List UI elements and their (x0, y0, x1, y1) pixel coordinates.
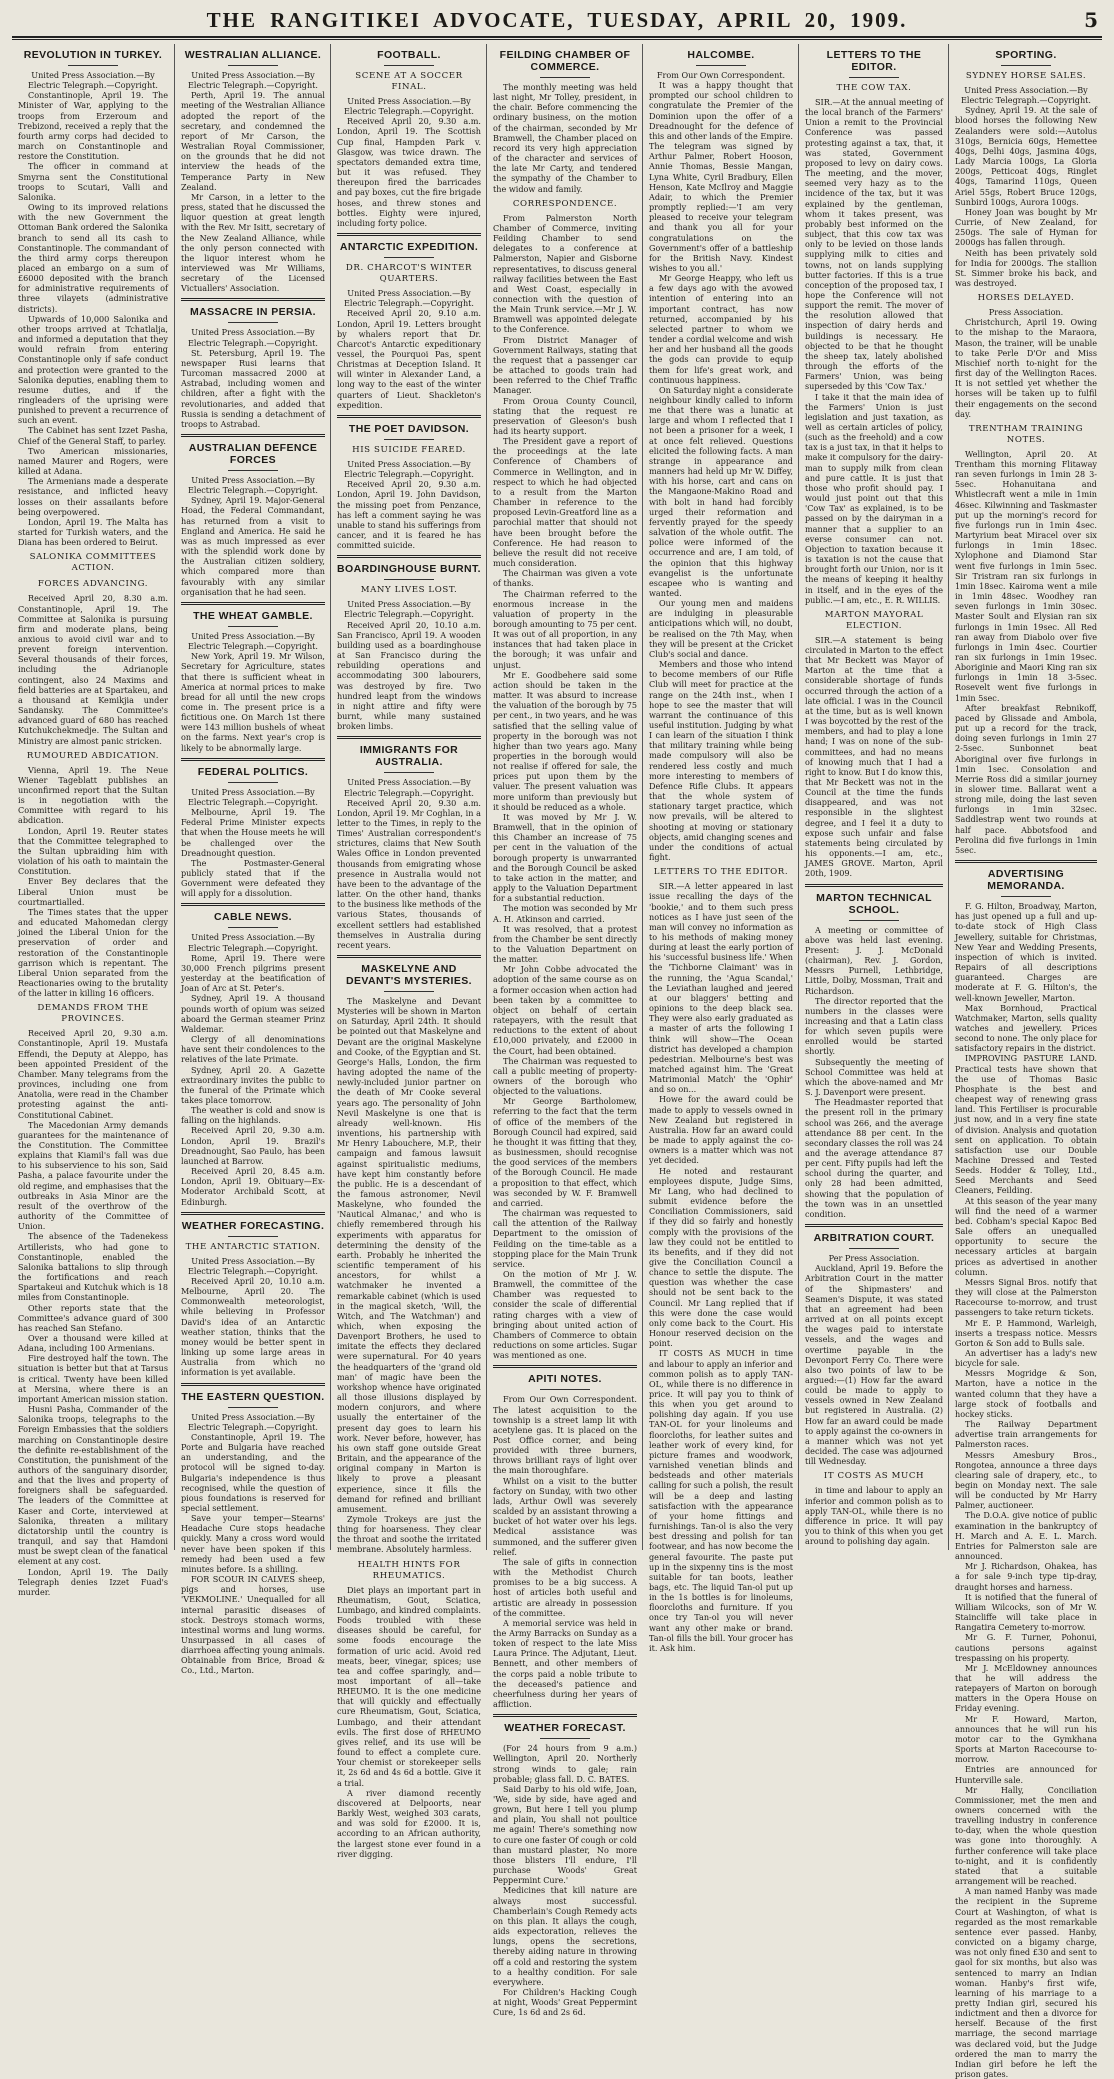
article-subheading: RUMOURED ABDICATION. (26, 750, 160, 761)
column-rule (181, 1212, 325, 1215)
article-headline: MASKELYNE AND DEVANT'S MYSTERIES. (345, 963, 472, 987)
article-paragraph: FOR SCOUR IN CALVES sheep, pigs and horses, use 'VEKMOLINE.' Unequalled for all internal parasitic diseases of stock. Destroys stomach worms, intestinal worms and lung worms. Unsurpassed in all cases of diarrhoea affecting young animals. Obtainable from Brice, Broad & Co., Ltd., Marton. (181, 1574, 325, 1676)
article-paragraph: Medicines that kill nature are always most successful. Chamberlain's Cough Remedy acts on this plan. It allays the cough, aids expectoration, relieves the lungs, opens the secretions, thereby aiding nature in throwing off a cold and restoring the system to a healthy condition. For sale everywhere. (493, 1885, 637, 1987)
column-rule (805, 884, 943, 887)
article-paragraph: Mr G. F. Turner, Pohonui, cautions persons against trespassing on his property. (955, 1632, 1097, 1663)
headline-rule (849, 77, 899, 78)
article-subheading: DR. CHARCOT'S WINTER QUARTERS. (345, 263, 473, 285)
article-paragraph: The monthly meeting was held last night, Mr Tolley, president, in the chair. Before commencing the ordinary business, on the motion of the chairman, seconded by Mr Bramwell, the Chamber placed on record its very high appreciation of the character and services of the late Mr Carty, and tendered the sympathy of the Chamber to the widow and family. (493, 82, 637, 194)
column-4 (486, 44, 643, 2018)
article-headline: HALCOMBE. (687, 49, 755, 61)
article-paragraph: Mr J. McEldowney announces that he will address the ratepayers of Marton on borough matters in the Opera House on Friday evening. (955, 1662, 1097, 1714)
article-paragraph: Mr George Heappy, who left us a few days ago with the avowed intention of entering into an important contract, has now returned, accompanied by his selected partner to whom we tender a cordial welcome and wish her and her husband all the goods the gods can provide to equip them for life's great work, and continuous happiness. (649, 273, 793, 385)
article-paragraph: The D.O.A. give notice of public examination in the bankruptcy of H. March and A. E. L. March. Entries for Palmerston sale are announced. (955, 1510, 1097, 1562)
headline-rule (849, 920, 899, 921)
article-subheading: MARTON MAYORAL ELECTION. (824, 609, 924, 631)
article-paragraph: The sale of gifts in connection with the Methodist Church promises to be a big success. A host of articles both useful and artistic are already in possession of the committee. (493, 1556, 637, 1618)
column-rule (181, 1383, 325, 1386)
article-paragraph: Two American missionaries, named Maurer and Rogers, were killed at Adana. (18, 445, 168, 477)
article-headline: IMMIGRANTS FOR AUSTRALIA. (359, 744, 459, 769)
article-paragraph: in time and labour to apply an inferior and common polish as to apply TAN-OL, while there is no difference in price. It will pay you to think of this when you get around to polishing day again. (805, 1485, 943, 1547)
press-credit: United Press Association.—By Electric Telegraph.—Copyright. (187, 327, 318, 348)
article-paragraph: Neith has been privately sold for India for 2000gs. The stallion St. Simmer broke his back, and was destroyed. (955, 247, 1097, 288)
headline-rule (540, 77, 590, 78)
headline-rule (228, 626, 278, 627)
article-paragraph: Clergy of all denominations have sent their condolences to the relatives of the late Primate. (181, 1034, 325, 1065)
headline-rule (696, 65, 746, 66)
article-paragraph: Save your temper—Stearns' Headache Cure stops headache quickly. Many a cross word would never have been spoken if this remedy had been used a few minutes before. Is a shilling. (181, 1513, 325, 1574)
article-paragraph: Received April 20, 9.30 a.m. London, April 19. John Davidson, the missing poet from Penzance, has left a comment saying he was unable to stand his sufferings from cancer, and it is feared he has committed suicide. (337, 479, 481, 551)
article-paragraph: Constantinople, April 19. The Porte and Bulgaria have reached an understanding, and the protocol will be signed to-day. Bulgaria's independence is thus recognised, while the question of pious foundations is reserved for special settlement. (181, 1431, 325, 1513)
article-paragraph: On the motion of Mr J. W. Bramwell, the committee of the Chamber was requested to consider the scale of differential rating charges with a view of bringing about united action of Chambers of Commerce to obtain reductions on some articles. Sugar was mentioned as one. (493, 1268, 637, 1361)
article-paragraph: The motion was seconded by Mr A. H. Atkinson and carried. (493, 903, 637, 924)
article-paragraph: Received April 20, 9.30 a.m. London, April 19. Mr Coghlan, in a letter to the Times, in reply to the Times' Australian correspondent's strictures, claims that New South Wales Office in London prevented thousands from emigrating whose presence in Australia would not have been to the advantage of the latter. On the other hand, thanks to the business like methods of the various States, thousands of excellent settlers had established themselves in Australia during recent years. (337, 797, 481, 950)
article-paragraph: (For 24 hours from 9 a.m.) Wellington, April 20. Northerly strong winds to gale; rain probable; glass fall. D. C. BATES. (493, 1743, 637, 1784)
article-paragraph: Sydney, April 19. A thousand pounds worth of opium was seized aboard the German steamer Prinz Waldemar. (181, 993, 325, 1034)
article-headline: FEDERAL POLITICS. (197, 765, 309, 778)
headline-rule (228, 65, 278, 66)
press-credit: United Press Association.—By Electric Telegraph.—Copyright. (187, 1411, 318, 1432)
article-subheading: DEMANDS FROM THE PROVINCES. (37, 1003, 149, 1025)
article-paragraph: St. Petersburg, April 19. The newspaper Rusi learns that Turcoman massacred 2000 at Astrabad, including women and children, after a fight with the revolutionaries, and added that Russia is sending a detachment of troops to Astrabad. (181, 347, 325, 429)
column-rule (493, 1365, 637, 1368)
article-subheading: HEALTH HINTS FOR RHEUMATICS. (357, 1559, 461, 1581)
article-headline: APITI NOTES. (528, 1373, 602, 1386)
article-headline: THE POET DAVIDSON. (348, 422, 470, 435)
press-credit: From Our Own Correspondent. (656, 70, 786, 80)
column-2 (174, 44, 331, 1676)
article-paragraph: Max Bornhoud, Practical Watchmaker, Marton, sells quality watches and jewellery. Prices second to none. The only place for satisfactory repairs in the district. (955, 1002, 1097, 1054)
column-rule (805, 1224, 943, 1227)
article-paragraph: The Postmaster-General publicly stated that if the Government were defeated they will apply for a dissolution. (181, 857, 325, 899)
headline-rule (1001, 65, 1051, 66)
headline-rule (540, 1738, 590, 1739)
headline-rule (849, 1248, 899, 1249)
article-paragraph: Rome, April 19. There were 30,000 French pilgrims present yesterday at the beatification of Joan of Arc at St. Peter's. (181, 952, 325, 994)
article-headline: WEATHER FORECASTING. (181, 1219, 325, 1232)
article-paragraph: Sydney, April 19. At the sale of blood horses the following New Zealanders were sold:—Autolus 310gs, Bernicia 60gs, Hemettee 40gs, Delhi 40gs, Jasmina 40gs, Lady Marcia 100gs, La Gloria 200gs, Petticoat 40gs, Ringlet 40gs, Tamarind 110gs, Queen Ariel 55gs, Robert Bruce 120gs, Sunbird 100gs, Aurora 100gs. (955, 105, 1097, 207)
article-paragraph: Other reports state that the Committee's advance guard of 300 has reached San Stefano. (18, 1302, 168, 1333)
article-paragraph: Melbourne, April 19. The Federal Prime Minister expects that when the House meets he will be challenged over the Dreadnought question. (181, 807, 325, 858)
masthead-rule (12, 39, 1102, 40)
column-rule (181, 758, 325, 761)
article-paragraph: London, April 19. The Malta has started for Turkish waters, and the Diana has been ordered to Beirut. (18, 516, 168, 548)
headline-rule (540, 1389, 590, 1390)
article-subheading: MANY LIVES LOST. (360, 585, 458, 596)
article-paragraph: At this season of the year many will find the need of a warmer bed. Cobham's special Kapoc Bed Sale offers an unequalled opportunity to secure the necessary articles at bargain prices as advertised in another column. (955, 1195, 1097, 1277)
article-paragraph: Members and those who intend to become members of our Rifle Club will meet for practice at the range on the 24th inst., when I hope to see the master that will warrant the continuance of this useful institution. Judging by what I can learn of the situation I think that military training while being made compulsory will also be rendered less costly and much more interesting to members of Defence Rifle Clubs. It appears that the whole system of stationary target practice, which now prevails, will be altered to shooting at moving or stationary objects, amid changing scenes and under the conditions of actual fight. (649, 659, 793, 863)
article-paragraph: The Cabinet has sent Izzet Pasha, Chief of the General Staff, to parley. (18, 425, 168, 446)
article-paragraph: I take it that the main idea of the Farmers' Union is just legislation and just taxation, as well as certain articles of policy, (such as the freehold) and a cow tax is a just tax, in that it helps to make it compulsory for the dairy-man to supply milk from clean and pure cattle. It is just that those who profit should pay. I would just point out that this 'Cow Tax' as explained, is to be passed on by the dairyman in a manner that a supplier to an everse consumer can not. Objection to taxation because it is taxation is not the cause that brought forth our Union, nor is it the means of keeping it healthy in itself, and in the eyes of the public.—I am, etc., E. R. WILLIS. (805, 391, 943, 605)
article-paragraph: Christchurch, April 19. Owing to the mishap to the Maraora, Mason, the trainer, will be unable to take Perle D'Or and Miss Mischief north to-night for the first day of the Wellington Races. It is not settled yet whether the horses will be taken up to fulfil their engagements on the second day. (955, 317, 1097, 419)
column-rule (337, 736, 481, 739)
article-paragraph: Received April 20, 9.30 a.m. Constantinople, April 19. Mustafa Effendi, the Deputy at Aleppo, has been appointed President of the Chamber. Many telegrams from the provinces, including one from Anatolia, were read in the Chamber protesting against the anti-Constitutional Cabinet. (18, 1028, 168, 1120)
page-number: 5 (1084, 8, 1098, 32)
article-paragraph: Received April 20, 8.30 a.m. Constantinople, April 19. The Committee at Salonika is pursuing firm and moderate plans, being anxious to avoid civil war and to prevent foreign intervention. Several thousands of their forces, including the Adrianople contingent, also 24 Maxims and field batteries are at Spartakeu, and a thousand at Kemikjia under Sandansky. The Committee's advanced guard of 680 has reached Kutchukchekmedje. The Sultan and Ministry are almost panic stricken. (18, 593, 168, 746)
article-paragraph: Constantinople, April 19. The Minister of War, applying to the troops from Erzeroum and Trebizond, received a reply that the fourth army corps had decided to march on Constantinople and restore the Constitution. (18, 90, 168, 162)
article-paragraph: Mr John Cobbe advocated the adoption of the same course as on a former occasion when action had been taken by a committee to object on behalf of certain ratepayers, with the result that reductions to the extent of about £10,000 privately, and £2000 in the Court, had been obtained. (493, 964, 637, 1056)
headline-rule (228, 470, 278, 471)
column-rule (181, 434, 325, 437)
article-paragraph: The chairman was requested to call the attention of the Railway Department to the omission of Feilding on the time-table as a stopping place for the Main Trunk service. (493, 1208, 637, 1269)
article-headline: ADVERTISING MEMORANDA. (987, 868, 1065, 893)
headline-rule (384, 257, 434, 258)
article-subheading: THE COW TAX. (836, 83, 912, 93)
press-credit: United Press Association.—By Electric Telegraph.—Copyright. (343, 599, 474, 620)
article-paragraph: Sydney, April 19. Major-General Hoad, the Federal Commandant, has returned from a visit to England and America. He said he was as much impressed as ever with the splendid work done by the Australian citizen soldiery, which compared more than favourably with any similar organisation that he had seen. (181, 495, 325, 597)
article-subheading: HIS SUICIDE FEARED. (352, 444, 466, 455)
press-credit: United Press Association.—By Electric Telegraph.—Copyright. (343, 777, 474, 798)
column-rule (181, 903, 325, 906)
press-credit: United Press Association.—By Electric Telegraph.—Copyright. (187, 786, 318, 807)
article-paragraph: Received April 20, 8.45 a.m. London, April 19. Obituary—Ex-Moderator Archibald Scott, at Edinburgh. (181, 1166, 325, 1207)
article-paragraph: Mr Hally, Conciliation Commissioner, met the men and owners concerned with the travelling industry in conference to-day, when the whole question was gone into thoroughly. A further conference will take place to-night, and it is confidently stated that a suitable arrangement will be reached. (955, 1784, 1097, 1887)
article-headline: FEILDING CHAMBER OF COMMERCE. (499, 49, 631, 73)
article-paragraph: Over a thousand were killed at Adana, including 100 Armenians. (18, 1332, 168, 1354)
article-paragraph: From Palmerston North Chamber of Commerce, inviting Feilding Chamber to send delegates to a conference at Palmerston, Napier and Gisborne representatives, to discuss general railway facilities between the East and West Coast, especially in connection with the question of the Main Trunk service.—Mr J. W. Bramwell was appointed delegate to the Conference. (493, 212, 637, 335)
headline-rule (228, 927, 278, 928)
article-paragraph: A meeting or committee of above was held last evening. Present: J. J. McDonald (chairman), Rev. J. Gordon, Messrs Purnell, Lethbridge, Little, Dolby, Mossman, Trait and Richardson. (805, 924, 943, 996)
article-paragraph: Mr J. Richardson, Ohakea, has a for sale 9-inch type tip-dray, draught horses and harness. (955, 1561, 1097, 1592)
article-paragraph: Received April 20, 10.10 a.m. San Francisco, April 19. A wooden building used as a boardinghouse at San Francisco during the rebuilding operations and accommodating 300 labourers, was destroyed by fire. Two hundred leapt from the windows in night attire and fifty were burnt, while many sustained broken limbs. (337, 619, 481, 732)
article-paragraph: A memorial service was held in the Army Barracks on Sunday as a token of respect to the late Miss Laura Prince. The Adjutant, Lieut. Bennett, and other members of the corps paid a noble tribute to the deceased's patience and cheerfulness during her years of affliction. (493, 1617, 637, 1710)
article-paragraph: Whilst on a visit to the butter factory on Sunday, with two other lads, Arthur Owll was severely scalded by an assistant throwing a bucket of hot water over his legs. Medical assistance was summoned, and the sufferer given relief. (493, 1475, 637, 1557)
article-paragraph: Fire destroyed half the town. The situation is better but that at Tarsus is critical. Twenty have been killed at Mersina, where there is an important American mission station. (18, 1353, 168, 1404)
article-paragraph: Diet plays an important part in Rheumatism, Gout, Sciatica, Lumbago, and kindred complaints. Foods troubled with these diseases should be careful, for some foods encourage the formation of uric acid. Avoid red meats, beer, vinegar, spices; use tea and coffee sparingly, and—most important of all—take RHEUMO. It is the one medicine that will quickly and effectually cure Rheumatism, Gout, Sciatica, Lumbago, and their attendant evils. The first dose of RHEUMO gives relief, and its use will be found to effect a complete cure. Your chemist or storekeeper sells it, 2s 6d and 4s 6d a bottle. Give it a trial. (337, 1584, 481, 1788)
article-paragraph: The President gave a report of the proceedings at the late Conference of Chambers of Commerce in Wellington, and in respect to which he had objected to a result from the Marton Chamber in reference to the proposed Levin-Greatford line as a parochial matter that should not have been brought before the Conference. He had reason to believe the result did not receive much consideration. (493, 436, 637, 569)
article-subheading: SYDNEY HORSE SALES. (965, 71, 1087, 81)
article-paragraph: It was a happy thought that prompted our school children to congratulate the Premier of the Dominion upon the offer of a Dreadnought for the defence of this and other lands of the Empire. The telegram was signed by Arthur Palmer, Robert Hooson, Annie Thomas, Bessie Mangan, Lyna White, Cyril Bradbury, Ellen Henson, Kate McIlroy and Maggie Adair, to which the Premier promptly replied:—'I am very pleased to receive your telegram and thank you all for your congratulations on the Government's offer of a battleship for the British Navy. Kindest wishes to you all.' (649, 80, 793, 273)
article-paragraph: The Maskelyne and Devant Mysteries will be shown in Marton on Saturday, April 24th. It should be pointed out that Maskelyne and Devant are the original Maskelyne and Cooke, of the Egyptian and St. George's Halls, London, the firm having adopted the name of the newly-included junior partner on the death of Mr Cooke several years ago. The personality of John Nevil Maskelyne is one that is already well-known. His inventions, his partnership with Mr Henry Labouchere, M.P., their campaign and famous lawsuit against spiritualistic mediums, have kept him constantly before the public. He is a descendant of the famous astronomer, Nevil Maskelyne, who founded the 'Nautical Almanac,' and who is chiefly remembered through his experiments with apparatus for determining the density of the earth. Probably he inherited the scientific temperament of his ancestors, for whilst a watchmaker he invented a remarkable cabinet (which is used in the magical sketch, 'Will, the Witch, and The Watchman') and which, when exposing the Davenport Brothers, he used to imitate the effects they declared were supernatural. For 40 years the headquarters of the 'grand old man' of magic have been the workshop whence have originated all those illusions displayed by modern conjurors, and where usually the entertainer of the present day goes to learn his work. Never before, however, has his own staff gone outside Great Britain, and the appearance of the original company in Marton is likely to prove a pleasant experience, since it fills the demand for refined and brilliant amusement. (337, 996, 481, 1514)
article-paragraph: The Chairman was requested to call a public meeting of property-owners of the borough who objected to the valuations. (493, 1055, 637, 1097)
article-paragraph: The absence of the Tadenekess Artillerists, who had gone to Constantinople, enabled the Salonika battalions to slip through the fortifications and reach Spartakeui and Kutchuk which is 18 miles from Constantinople. (18, 1231, 168, 1303)
headline-rule (68, 65, 118, 66)
article-paragraph: The officer in command at Smyrna sent the Constitutional troops to Scutari, Valli and Salonika. (18, 161, 168, 202)
article-paragraph: IT COSTS AS MUCH in time and labour to apply an inferior and common polish as to apply TAN-OL, while there is no difference in price. It will pay you to think of this when you get around to polishing day again. If you use TAN-OL for your linoleums and floorcloths, for leather suites and leather work of every kind, for picture frames and woodwork, varnished venetian blinds and bedsteads and other materials calling for such a polish, the result will be a deep and lasting satisfaction with the appearance of your home fittings and furnishings. Tan-ol is also the very best dressing and polish for tan footwear, and has now become the general favourite. The paste put up in the sixpenny tins is the most suitable for tan boots, leather bags, etc. The liquid Tan-ol put up in the 1s bottles is for linoleums, floorcloths and furniture. If you once try Tan-ol you will never want any other make or brand. Tan-ol fills the bill. Your grocer has it. Ask him. (649, 1348, 793, 1653)
press-credit: United Press Association.—By Electric Telegraph.—Copyright. (187, 1255, 318, 1276)
article-paragraph: Vienna, April 19. The Neue Wiener Tageblatt publishes an unconfirmed report that the Sultan is in negotiation with the Committee with regard to his abdication. (18, 764, 168, 826)
article-headline: BOARDINGHOUSE BURNT. (337, 563, 481, 576)
article-paragraph: On Saturday night a considerate neighbour kindly called to inform me that there was a lunatic at large and whom I reflected that I not been a prisoner for a week, I at once felt relieved. Questions elicited the following facts. A man strange in appearance and manners had held up Mr W. Diffey, with his horse, cart and cans on the Mangaone-Makino Road and with bolt in hand had forcibly urged their reformation and fervently prayed for the speedy salvation of the whole outfit. The police were informed of the occurrence and are, I am told, of the opinion that this highway evangelist is the unfortunate escapee who is wanting and wanted. (649, 384, 793, 598)
column-3 (330, 44, 487, 1859)
press-credit: United Press Association.—By Electric Telegraph.—Copyright. (187, 630, 318, 652)
article-paragraph: Owing to its improved relations with the new Government the Ottoman Bank ordered the Salonika branch to send all its cash to Constantinople. The commandant of the third army corps thereupon placed an embargo on a sum of £6000 deposited with the branch for administrative requirements of three vilayets (administrative districts). (18, 202, 168, 314)
article-paragraph: The director reported that the numbers in the classes were increasing and that a Latin class for which seven pupils were enrolled would be started shortly. (805, 995, 943, 1057)
article-subheading: TRENTHAM TRAINING NOTES. (968, 423, 1084, 445)
column-rule (955, 860, 1097, 863)
article-paragraph: IMPROVING PASTURE LAND. Practical tests have shown that the use of Thomas Basic Phosphate is the best and cheapest way of renewing grass land. This Fertiliser is procurable just now, and in a very fine state of division. Analysis and quotation sent on application. To obtain satisfaction use our Double Machine Dressed and Tested Seeds. Hodder & Tolley, Ltd., Seed Merchants and Seed Cleaners, Feilding. (955, 1053, 1097, 1196)
article-paragraph: Mr F. Howard, Marton, announces that he will run his motor car to the Gymkhana Sports at Marton Racecourse to-morrow. (955, 1713, 1097, 1765)
headline-rule (384, 772, 434, 773)
article-paragraph: From Oroua County Council, stating that the request re preservation of Gleeson's bush had its hearty support. (493, 395, 637, 436)
article-paragraph: Wellington, April 20. At Trentham this morning Flitaway ran seven furlongs in 1min 28 3-5sec. Hohanuitana and Whistlecraft went a mile in 1min 46sec. Kilwinning and Taskmaster put up the morning's record for five furlongs run in 1min 4sec. Martyrium beat Miracel over six furlongs in 1min 18sec. Xylophone and Diamond Star went five furlongs in 1min 5sec. Sir Tristram ran six furlongs in 1min 18sec. Kairoma went a mile in 1min 48sec. Woodhey ran seven furlongs in 1min 30sec. Master Soult and Elysian ran six furlongs in 1min 19sec. All Red ran away from Diabolo over five furlongs in 1min 4sec. Courtier ran six furlongs in 1min 19sec. Aboriginie and Maori King ran six furlongs in 1min 18 3-5sec. Rosevelt went five furlongs in 1min 5sec. (955, 448, 1097, 703)
press-credit: United Press Association.—By Electric Telegraph.—Copyright. (187, 70, 318, 91)
article-paragraph: The Headmaster reported that the present roll in the primary school was 266, and the average attendance 88 per cent. In the secondary classes the roll was 24 and the average attendance 87 per cent. Fifty pupils had left the school during the quarter, and only 28 had been admitted, showing that the population of the town was in an unsettled condition. (805, 1097, 943, 1219)
column-7 (948, 44, 1103, 2079)
article-subheading: CORRESPONDENCE. (512, 198, 618, 209)
article-paragraph: Upwards of 10,000 Salonika and other troops arrived at Tchatlalja, and informed a deputation that they would refrain from entering Constantinople only if safe conduct and protection were granted to the Salonika deputies, enabling them to resume duties, and if the ringleaders of the uprising were punished to prevent a recurrence of such an event. (18, 313, 168, 426)
article-subheading: THE ANTARCTIC STATION. (185, 1241, 321, 1252)
article-headline: MARTON TECHNICAL SCHOOL. (816, 891, 932, 916)
article-paragraph: Husni Pasha, Commander of the Salonika troops, telegraphs to the Foreign Embassies that the soldiers marching on Constantinople desire the definite re-establishment of the Constitution, the punishment of the authors of the sanguinary disorder, and that the lives and property of foreigners shall be safeguarded. The leaders of the Committee at Kaser and Corte, interviewed at Salonika, threaten a military dictatorship until the country is tranquil, and say that Hamdoni must be swept clean of the fanatical element at any cost. (18, 1404, 168, 1567)
article-headline: SPORTING. (995, 49, 1057, 61)
article-paragraph: Our young men and maidens are indulging in pleasurable anticipations which will, no doubt, be realised on the 7th May, when they will be present at the Cricket Club's social and dance. (649, 598, 793, 659)
article-headline: AUSTRALIAN DEFENCE FORCES (188, 442, 318, 466)
article-paragraph: Said Darby to his old wife, Joan, 'We, side by side, have aged and grown, But here I tell you plump and plain, You shall not poultice me again! There's something now to cure one faster Of cough or cold than mustard plaster, No more those blisters I'll endure, I'll purchase Woods' Great Peppermint Cure.' (493, 1783, 637, 1886)
article-subheading: LETTERS TO THE EDITOR. (653, 867, 789, 878)
article-paragraph: A river diamond recently discovered at Delpoorts, near Barkly West, weighed 303 carats, and was sold for £2000. It is, according to an African authority, the largest stone ever found in a river digging. (337, 1787, 481, 1859)
article-paragraph: Entries are announced for Hunterville sale. (955, 1764, 1097, 1785)
column-rule (337, 555, 481, 558)
article-headline: WEATHER FORECAST. (504, 1722, 626, 1735)
headline-rule (384, 991, 434, 992)
press-credit: United Press Association.—By Electric Telegraph.—Copyright. (343, 288, 474, 309)
article-paragraph: Mr George Bartholomew, referring to the fact that the term of office of the members of the Borough Council had expired, said he thought it was fitting that they, as businessmen, should recognise the good services of the members of the Borough Council. He made a proposition to that effect, which was seconded by W. F. Bramwell and carried. (493, 1096, 637, 1208)
article-paragraph: Messrs Mogridge & Son, Marton, have a notice in the wanted column that they have a large stock of footballs and hockey sticks. (955, 1368, 1097, 1419)
article-paragraph: Messrs Amesbury Bros., Rongotea, announce a three days clearing sale of drapery, etc., to begin on Monday next. The sale will be conducted by Mr Harry Palmer, auctioneer. (955, 1449, 1097, 1511)
headline-rule (228, 1236, 278, 1237)
article-paragraph: From Our Own Correspondent. The latest acquisition to the township is a street lamp lit with acetylene gas. It is placed on the Post Office corner, and being provided with three burners, throws brilliant rays of light over the main thoroughfare. (493, 1394, 637, 1476)
article-paragraph: Subsequently the meeting of School Committee was held at which the above-named and Mr S. J. Davenport were present. (805, 1056, 943, 1098)
article-paragraph: The Railway Department advertise train arrangements for Palmerston races. (955, 1419, 1097, 1450)
column-rule (337, 415, 481, 418)
headline-rule (228, 322, 278, 323)
headline-rule (1001, 896, 1051, 897)
article-paragraph: Mr E. Goodbehere said some action should be taken in the matter. It was absurd to increase the valuation of the borough by 75 per cent., in two years, and he was satisfied that the selling value of property in the borough was not higher than two years ago. Many properties in the borough would not realise if offered for sale, the prices put upon them by the valuer. The present valuation was more uniform than previously but it should be reduced as a whole. (493, 669, 637, 812)
article-paragraph: Auckland, April 19. Before the Arbitration Court in the matter of the Shipmasters' and Seamen's Dispute, it was stated that an agreement had been arrived at on all points except the wages paid to interstate vessels, and the wages and overtime payable in the Devonport Ferry Co. There were also two points of law to be argued:—(1) How far the award could be made to apply to vessels owned in New Zealand but registered in Australia. (2) How far an award could be made to apply against the co-owners in a manner which was not yet decided. The case was adjourned till Wednesday. (805, 1263, 943, 1467)
column-1 (12, 44, 174, 1597)
article-headline: MASSACRE IN PERSIA. (189, 306, 317, 319)
article-paragraph: SIR.—A statement is being circulated in Marton to the effect that Mr Beckett was Mayor of Marton at the time that a considerable shortage of funds occurred through the action of a late official. I was in the Council at the time, but as is well known I was boycotted by the rest of the members, and had to play a lone hand; I was on none of the sub-committees, and had no means of knowing much that I had a right to know. But I do know this, that Mr Beckett was not in the Council at the time the funds disappeared, and was not responsible in the slightest degree, and I feel it a duty to expose such unfair and false statements being circulated by his opponents.—I am, etc., JAMES GROVE. Marton, April 20th, 1909. (805, 634, 943, 879)
article-paragraph: He noted and restaurant employees dispute, Judge Sims, Mr Lang, who had declined to submit evidence before the Conciliation Commissioners, said if they did so fairly and honestly comply with the provisions of the law they could not be entitled to its benefits, and if they did not give the Conciliation Council a chance to settle the dispute. The question was whether the case should not be sent back to the Council. Mr Lang replied that if this were done the case would only come back to the Court. His Honour reserved decision on the point. (649, 1165, 793, 1349)
article-paragraph: Mr Carson, in a letter to the press, stated that he discussed the liquor question at great length with the Rev. Mr Isitt, secretary of the New Zealand Alliance, while the only person connected with the liquor interest whom he interviewed was Mr Williams, secretary of the Licensed Victuallers' Association. (181, 191, 325, 294)
headline-rule (384, 65, 434, 66)
column-6 (798, 44, 949, 1550)
press-credit: United Press Association.—By Electric Telegraph.—Copyright. (343, 96, 474, 117)
column-rule (493, 1714, 637, 1717)
article-paragraph: The Chairman referred to the enormous increase in the valuation of property in the borough amounting to 75 per cent. It was out of all proportion, in any instances that had taken place in the borough; it was unfair and unjust. (493, 588, 637, 670)
press-credit: Per Press Association. (828, 1253, 920, 1264)
article-headline: LETTERS TO THE EDITOR. (826, 49, 922, 73)
article-paragraph: An advertiser has a lady's new bicycle for sale. (955, 1347, 1097, 1369)
article-paragraph: New York, April 19. Mr Wilson, Secretary for Agriculture, states that there is sufficient wheat in America at normal prices to make bread for all until the new crops come in. The present price is a fictitious one. On March 1st there were 143 million bushels of wheat on the farms. Next year's crop is likely to be abnormally large. (181, 651, 325, 753)
article-paragraph: Mr E. P. Hammond, Warleigh, inserts a trespass notice. Messrs Gorton & Son add to Bulls sale. (955, 1317, 1097, 1348)
article-paragraph: SIR.—A letter appeared in last issue recalling the days of the 'bookie,' and to them such press notices as I have just seen of the man will convey no information as to his methods of making money during at least the early portion of his 'successful business life.' When the 'Tichborne Claimant' was in the running, the 'Agua Scandal,' the Leviathan laughed and jeered at our blaggers' betting and opinions to the deep black sea. They were also early graduated as a master of arts the following I think will show—The Ocean district has developed a champion pedestrian. Melbourne's best was matched against him. The 'Great Matrimonial Match' the 'Ophir' and so on... (649, 881, 793, 1095)
column-rule (337, 233, 481, 236)
article-paragraph: It was moved by Mr J. W. Bramwell, that in the opinion of this Chamber an increase of 75 per cent in the valuation of the borough property is unwarranted and the Borough Council be asked to take action in the matter, and apply to the Valuation Department for a substantial reduction. (493, 811, 637, 904)
article-paragraph: For Children's Hacking Cough at night, Woods' Great Peppermint Cure, 1s 6d and 2s 6d. (493, 1986, 637, 2018)
article-paragraph: After breakfast Rebnikoff, paced by Glissade and Ambola, put up a record for the track, doing seven furlongs in 1min 27 2-5sec. Sunbonnet beat Aboriginal over five furlongs in 1min 1sec. Consolation and Merrie Ross did a similar journey in slower time. Ballarat went a strong mile, doing the last seven furlongs in 1min 32sec. Saddlestrap went two rounds at half pace. Abbotsfood and Perolina did five furlongs in 1min 5sec. (955, 702, 1097, 855)
article-headline: REVOLUTION IN TURKEY. (23, 49, 163, 61)
article-headline: THE WHEAT GAMBLE. (193, 609, 313, 622)
article-paragraph: Received April 20, 9.30 a.m. London, April 19. The Scottish Cup final, Hampden Park v. Glasgow, was twice drawn. The spectators demanded extra time, but it was refused. They thereupon fired the barricades and pay boxes, cut the fire brigade hoses, and threw stones and bottles. Eighty were injured, including forty police. (337, 116, 481, 228)
article-paragraph: London, April 19. The Daily Telegraph denies Izzet Fuad's murder. (18, 1566, 168, 1597)
headline-rule (384, 439, 434, 440)
press-credit: Press Association. (988, 307, 1064, 318)
article-paragraph: The weather is cold and snow is falling on the highlands. (181, 1105, 325, 1126)
article-paragraph: The Chairman was given a vote of thanks. (493, 568, 637, 589)
article-paragraph: Enver Bey declares that the Liberal Union must be courtmartialled. (18, 876, 168, 907)
column-rule (337, 955, 481, 958)
article-paragraph: It is notified that the funeral of William Wilcocks, son of Mr W. Staincliffe will take place in Rangatira Cemetery to-morrow. (955, 1591, 1097, 1633)
article-headline: FOOTBALL. (377, 49, 441, 61)
article-paragraph: Messrs Signal Bros. notify that they will close at the Palmerston Racecourse to-morrow, and trust passengers to take return tickets. (955, 1276, 1097, 1318)
article-paragraph: Zymole Trokeys are just the thing for hoarseness. They clear the throat and soothe the irritated membrane. Absolutely harmless. (337, 1513, 481, 1555)
headline-rule (228, 782, 278, 783)
article-paragraph: Honey Joan was bought by Mr Currie, of New Zealand, for 250gs. The sale of Hyman for 2000gs has fallen through. (955, 206, 1097, 248)
headline-rule (228, 1407, 278, 1408)
article-paragraph: Howe for the award could be made to apply to vessels owned in New Zealand but registered in Australia. How far an award could be made to apply against the co-owners is a matter which was not yet decided. (649, 1094, 793, 1166)
column-rule (181, 602, 325, 605)
article-paragraph: Received April 20, 10.10 a.m. Melbourne, April 20. The Commonwealth meteorologist, while believing in Professor David's idea of an Antarctic weather station, thinks that the money would be better spent in linking up some large areas in Australia from which no information is yet available. (181, 1276, 325, 1378)
columns-container (12, 44, 1102, 2079)
article-paragraph: The Times states that the upper and educated Mahomedan clergy joined the Liberal Union for the preservation of order and restoration of the Constantinople garrison which is repentant. The Liberal Union separated from the Reactionaries owing to the brutality of the latter in killing 16 officers. (18, 906, 168, 999)
article-subheading: FORCES ADVANCING. (37, 579, 149, 590)
article-paragraph: SIR.—At the annual meeting of the local branch of the Farmers' Union a remit to the Provincial Conference was passed protesting against a tax, that, it was stated, Government proposed to levy on dairy cows. The meeting, and the mover, seemed very hazy as to the incidence of the tax, but it was explained by the gentleman, whom it takes present, was probably best informed on the subject, that this cow tax was only to be levied on those lands supplying milk to cities and towns, not on lands supplying butter factories. If this is a true conception of the proposed tax, I hope the Conference will not support the remit. The mover of the resolution allowed that inspection of dairy herds and buildings is necessary. He objected to be that he thought the sheep tax, lately abolished through the efforts of the Farmers' Union, was being superseded by this 'Cow Tax.' (805, 97, 943, 392)
masthead (12, 6, 1102, 38)
press-credit: United Press Association.—By Electric Telegraph.—Copyright. (27, 70, 158, 91)
article-paragraph: Received April 20, 9.30 a.m. London, April 19. Brazil's Dreadnought, Sao Paulo, has been launched at Barrow. (181, 1125, 325, 1166)
article-headline: WESTRALIAN ALLIANCE. (184, 49, 322, 61)
article-paragraph: A man named Hanby was made the recipient in the Supreme Court at Washington, of what is regarded as the most remarkable sentence ever passed. Hanby, convicted on a bigamy charge, was not only fined £30 and sent to gaol for six months, but also was sentenced to marry an Indian woman. Hanby's first wife, learning of his marriage to a pretty Indian girl, secured his indictment and then a divorce for herself. Because of the first marriage, the second marriage was declared void, but the Judge ordered the man to marry the Indian girl before he left the prison gates. (955, 1886, 1097, 2079)
article-subheading: HORSES DELAYED. (977, 293, 1075, 304)
article-headline: THE EASTERN QUESTION. (181, 1390, 325, 1403)
press-credit: United Press Association.—By Electric Telegraph.—Copyright. (187, 932, 318, 953)
article-paragraph: Sydney, April 20. A Gazette extraordinary invites the public to the funeral of the Primate which takes place tomorrow. (181, 1064, 325, 1105)
press-credit: United Press Association.—By Electric Telegraph.—Copyright. (187, 475, 318, 496)
article-subheading: SALONIKA COMMITTEES ACTION. (29, 552, 157, 574)
press-credit: United Press Association.—By Electric Telegraph.—Copyright. (343, 458, 474, 480)
article-paragraph: Perth, April 19. The annual meeting of the Westralian Alliance adopted the report of the secretary, and condemned the report of Mr Carson, the Westralian Royal Commissioner, on the grounds that he did not interview the heads of the Temperance Party in New Zealand. (181, 90, 325, 192)
article-paragraph: The Armenians made a desperate resistance, and inflicted heavy losses on their assailants before being overpowered. (18, 476, 168, 517)
article-subheading: IT COSTS AS MUCH (823, 1471, 925, 1482)
article-paragraph: London, April 19. Reuter states that the Committee telegraphed to the Sultan upbraiding him with violation of his oath to maintain the Constitution. (18, 825, 168, 877)
article-subheading: SCENE AT A SOCCER FINAL. (355, 71, 463, 92)
article-paragraph: The Macedonian Army demands guarantees for the maintenance of the Constitution. The Committee explains that Kiamil's fall was due to his subservience to his son, Said Pasha, a palace favourite under the old regime, and emphasises that the outbreaks in Asia Minor are the result of the overthrow of the authority of the Committee of Union. (18, 1119, 168, 1232)
article-paragraph: F. G. Hilton, Broadway, Marton, has just opened up a full and up-to-date stock of High Class Jewellery, suitable for Christmas, New Year and Wedding Presents, inspection of which is invited. Repairs of all descriptions guaranteed. Charges are moderate at F. G. Hilton's, the well-known Jeweller, Marton. (955, 901, 1097, 1003)
article-paragraph: From District Manager of Government Railways, stating that the request that a passenger car be attached to goods train had been referred to the Chief Traffic Manager. (493, 334, 637, 396)
article-headline: ARBITRATION COURT. (813, 1232, 935, 1245)
article-paragraph: Received April 20, 9.10 a.m. London, April 19. Letters brought by whalers report that Dr. Charcot's Antarctic expeditionary vessel, the Pourquoi Pas, spent Christmas at Deception Island. It will winter in Alexander Land, a long way to the east of the winter quarters of Lieut. Shackleton's expedition. (337, 308, 481, 410)
column-5 (642, 44, 799, 1653)
masthead-title: THE RANGITIKEI ADVOCATE, TUESDAY, APRIL 20, 1909. (206, 8, 908, 32)
press-credit: United Press Association.—By Electric Telegraph.—Copyright. (961, 85, 1092, 106)
article-headline: ANTARCTIC EXPEDITION. (339, 241, 479, 254)
column-rule (181, 298, 325, 301)
headline-rule (384, 579, 434, 580)
article-paragraph: It was resolved, that a protest from the Chamber be sent directly to the Valuation Department on the matter. (493, 923, 637, 965)
article-headline: CABLE NEWS. (214, 911, 292, 924)
